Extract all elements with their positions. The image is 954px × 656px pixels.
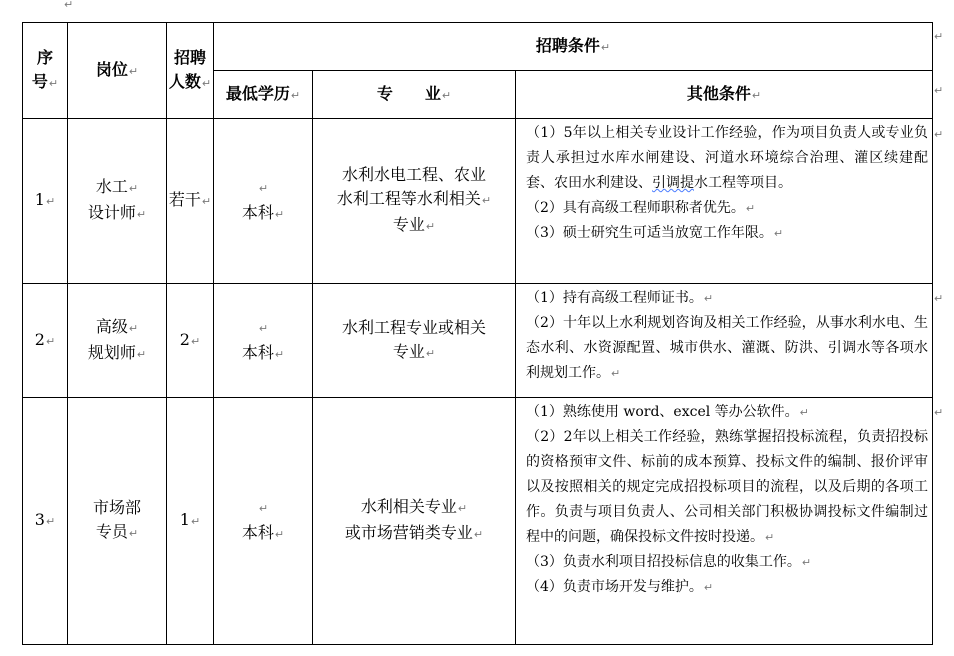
header-conditions: 招聘条件↵ [214, 23, 933, 71]
row-end-mark: ↵ [934, 292, 944, 305]
row-position: 高级↵ 规划师↵ [68, 284, 167, 398]
header-position: 岗位↵ [68, 23, 167, 119]
header-seq: 序 号↵ [23, 23, 68, 119]
row-education: ↵ 本科↵ [214, 398, 313, 645]
row-position: 市场部 专员↵ [68, 398, 167, 645]
recruitment-table [22, 22, 933, 645]
table-row [23, 398, 933, 645]
row-end-mark: ↵ [934, 406, 944, 419]
row-requirements: （1）5年以上相关专业设计工作经验，作为项目负责人或专业负责人承担过水库水闸建设、河道水环境综合治理、灌区续建配套、农田水利建设、引调提水工程等项目。 （2）具有高级工程师职称者优先。↵ （3）硕士研究生可适当放宽工作年限。↵ [516, 119, 933, 284]
row-position: 水工↵ 设计师↵ [68, 119, 167, 284]
row-major: 水利工程专业或相关 专业↵ [313, 284, 516, 398]
row-count: 1↵ [167, 398, 214, 645]
paragraph-mark: ↵ [64, 0, 74, 11]
header-other-conditions: 其他条件↵ [516, 71, 933, 119]
table-row [23, 119, 933, 284]
row-requirements: （1）熟练使用 word、excel 等办公软件。↵ （2）2年以上相关工作经验，熟练掌握招投标流程，负责招投标的资格预审文件、标前的成本预算、投标文件的编制、报价评审以及按照相关的规定完成招投标项目的流程，以及后期的各项工作。负责与项目负责人、公司相关部门积极协调投标文件编制过程中的问题，确保投标文件按时投递。↵ （3）负责水利项目招投标信息的收集工作。↵ （4）负责市场开发与维护。↵ [516, 398, 933, 645]
row-seq: 1↵ [23, 119, 68, 284]
row-requirements: （1）持有高级工程师证书。↵ （2）十年以上水利规划咨询及相关工作经验，从事水利水电、生态水利、水资源配置、城市供水、灌溉、防洪、引调水等各项水利规划工作。↵ [516, 284, 933, 398]
row-major: 水利水电工程、农业 水利工程等水利相关↵ 专业↵ [313, 119, 516, 284]
row-seq: 3↵ [23, 398, 68, 645]
table-row [23, 284, 933, 398]
row-seq: 2↵ [23, 284, 68, 398]
row-education: ↵ 本科↵ [214, 284, 313, 398]
row-end-mark: ↵ [934, 30, 944, 43]
header-row [23, 23, 933, 71]
header-count: 招聘 人数↵ [167, 23, 214, 119]
row-education: ↵ 本科↵ [214, 119, 313, 284]
row-major: 水利相关专业↵ 或市场营销类专业↵ [313, 398, 516, 645]
row-count: 2↵ [167, 284, 214, 398]
row-count: 若干↵ [167, 119, 214, 284]
row-end-mark: ↵ [934, 84, 944, 97]
header-min-education: 最低学历↵ [214, 71, 313, 119]
header-major: 专 业↵ [313, 71, 516, 119]
row-end-mark: ↵ [934, 128, 944, 141]
